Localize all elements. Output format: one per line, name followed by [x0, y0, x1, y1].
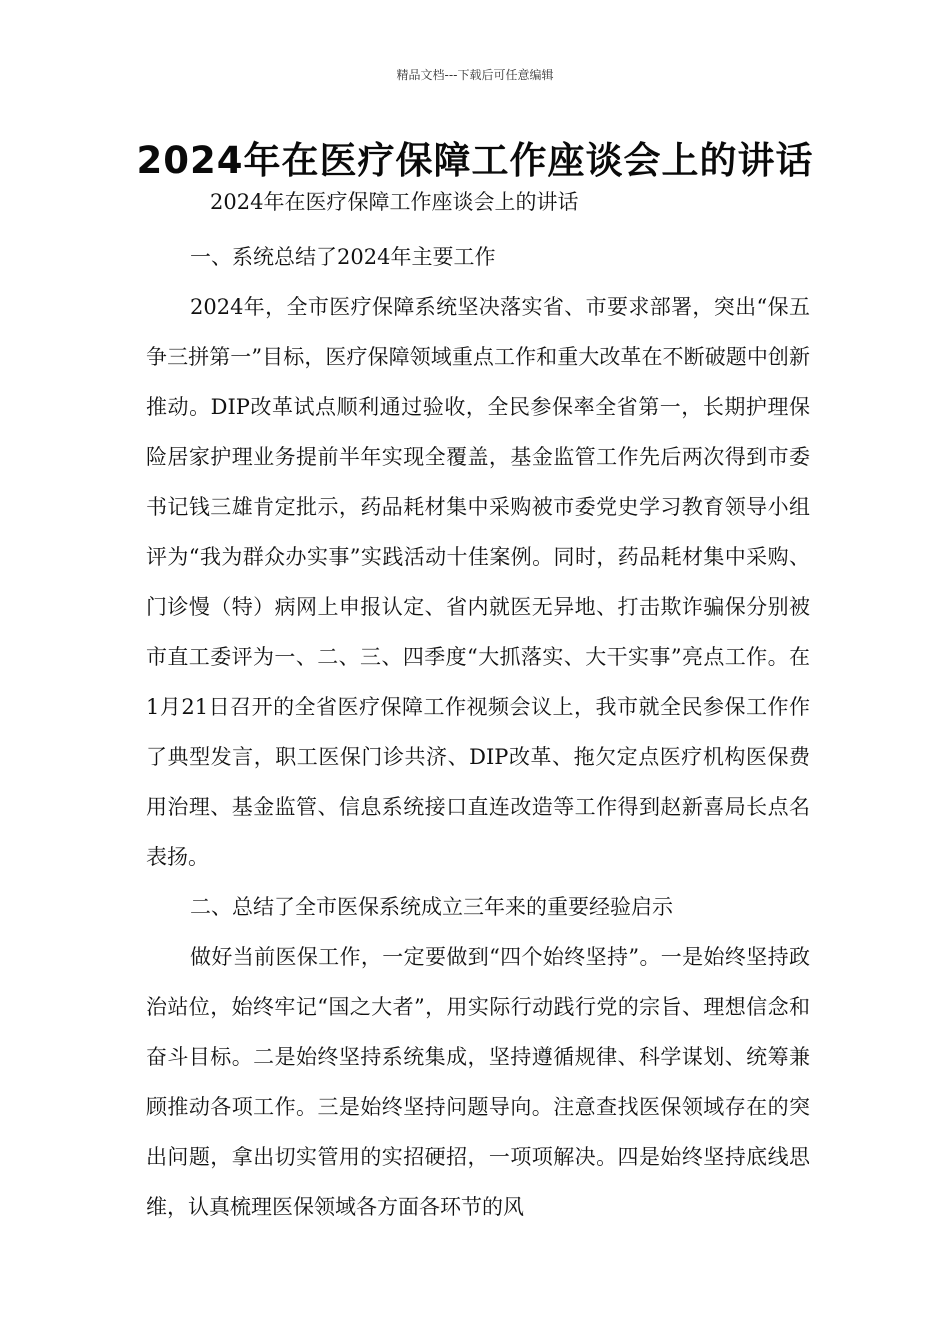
section-heading-2: 二、总结了全市医保系统成立三年来的重要经验启示 — [190, 895, 673, 919]
document-title: 2024年在医疗保障工作座谈会上的讲话 — [136, 139, 814, 182]
document-body — [146, 182, 810, 1232]
paragraph-2: 做好当前医保工作，一定要做到“四个始终坚持”。一是始终坚持政治站位，始终牢记“国之大者”，用实际行动践行党的宗旨、理想信念和奋斗目标。二是始终坚持系统集成，坚持遵循规律、科学谋划、统筹兼顾推动各项工作。三是始终坚持问题导向。注意查找医保领域存在的突出问题，拿出切实管用的实招硬招，一项项解决。四是始终坚持底线思维，认真梳理医保领域各方面各环节的风 — [146, 945, 810, 1219]
header-note: 精品文档---下载后可任意编辑 — [396, 68, 554, 82]
section-heading-1: 一、系统总结了2024年主要工作 — [190, 245, 496, 269]
paragraph-1: 2024年，全市医疗保障系统坚决落实省、市要求部署，突出“保五争三拼第一”目标，医疗保障领域重点工作和重大改革在不断破题中创新推动。DIP改革试点顺利通过验收，全民参保率全省第一，长期护理保险居家护理业务提前半年实现全覆盖，基金监管工作先后两次得到市委书记钱三雄肯定批示，药品耗材集中采购被市委党史学习教育领导小组评为“我为群众办实事”实践活动十佳案例。同时，药品耗材集中采购、门诊慢（特）病网上申报认定、省内就医无异地、打击欺诈骗保分别被市直工委评为一、二、三、四季度“大抓落实、大干实事”亮点工作。在1月21日召开的全省医疗保障工作视频会议上，我市就全民参保工作作了典型发言，职工医保门诊共济、DIP改革、拖欠定点医疗机构医保费用治理、基金监管、信息系统接口直连改造等工作得到赵新喜局长点名表扬。 — [146, 295, 810, 869]
document-subtitle: 2024年在医疗保障工作座谈会上的讲话 — [210, 190, 579, 214]
